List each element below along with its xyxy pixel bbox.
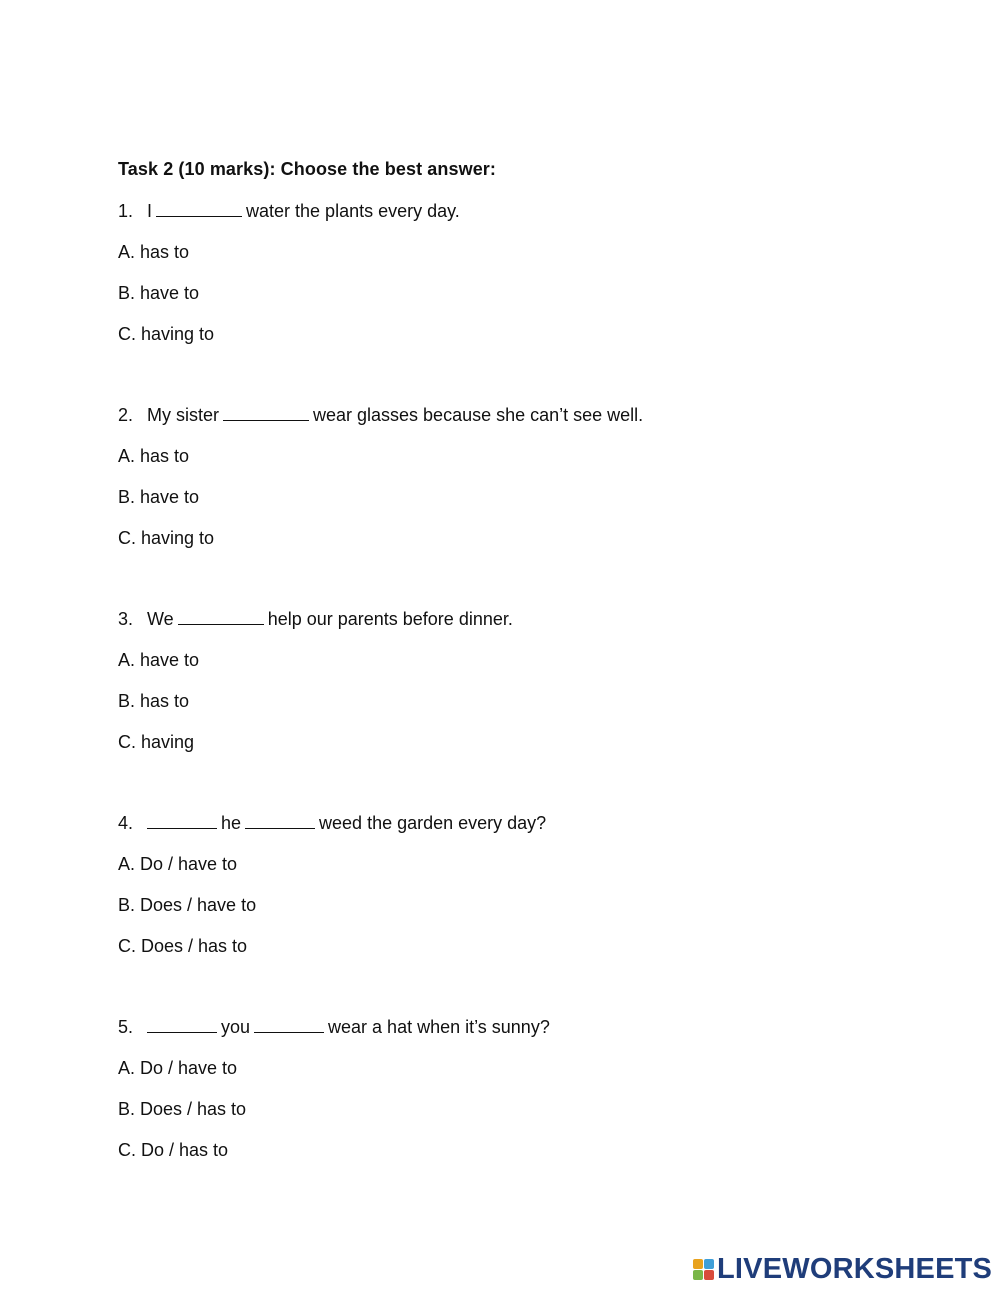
question-text-part: wear a hat when it’s sunny? <box>328 1017 550 1037</box>
logo-mark-cell <box>704 1270 714 1280</box>
option-5b[interactable]: B. Does / has to <box>118 1099 247 1119</box>
question-number: 5. <box>118 1017 134 1037</box>
question-2 <box>118 403 643 427</box>
option-4b[interactable]: B. Does / have to <box>118 895 257 915</box>
option-5c[interactable]: C. Do / has to <box>118 1140 229 1160</box>
option-1b[interactable]: B. have to <box>118 283 200 303</box>
question-text-part: My sister <box>147 405 219 425</box>
answer-blank[interactable] <box>147 1016 217 1033</box>
question-text-part: We <box>147 609 174 629</box>
option-2c[interactable]: C. having to <box>118 528 215 548</box>
option-4a[interactable]: A. Do / have to <box>118 854 238 874</box>
question-text-part: water the plants every day. <box>246 201 460 221</box>
logo-mark-cell <box>693 1270 703 1280</box>
answer-blank[interactable] <box>254 1016 324 1033</box>
question-text-part: weed the garden every day? <box>319 813 547 833</box>
question-number: 1. <box>118 201 134 221</box>
logo-mark-cell <box>693 1259 703 1269</box>
logo-mark-icon <box>693 1259 714 1280</box>
answer-blank[interactable] <box>178 608 264 625</box>
option-3a[interactable]: A. have to <box>118 650 200 670</box>
question-3 <box>118 607 513 631</box>
question-1 <box>118 199 460 223</box>
question-number: 2. <box>118 405 134 425</box>
answer-blank[interactable] <box>156 200 242 217</box>
option-5a[interactable]: A. Do / have to <box>118 1058 238 1078</box>
question-4 <box>118 811 546 835</box>
option-3b[interactable]: B. has to <box>118 691 190 711</box>
logo-mark-cell <box>704 1259 714 1269</box>
question-text-part: you <box>221 1017 251 1037</box>
option-1a[interactable]: A. has to <box>118 242 190 262</box>
question-number: 4. <box>118 813 134 833</box>
question-text-part: I <box>147 201 153 221</box>
answer-blank[interactable] <box>223 404 309 421</box>
option-1c[interactable]: C. having to <box>118 324 215 344</box>
option-4c[interactable]: C. Does / has to <box>118 936 248 956</box>
logo-text: LIVEWORKSHEETS <box>717 1253 993 1285</box>
question-text-part: help our parents before dinner. <box>267 609 513 629</box>
question-text-part: wear glasses because she can’t see well. <box>313 405 644 425</box>
answer-blank[interactable] <box>245 812 315 829</box>
question-number: 3. <box>118 609 134 629</box>
question-text-part: he <box>221 813 242 833</box>
option-2a[interactable]: A. has to <box>118 446 190 466</box>
option-2b[interactable]: B. have to <box>118 487 200 507</box>
liveworksheets-logo <box>693 1254 992 1284</box>
answer-blank[interactable] <box>147 812 217 829</box>
task-title: Task 2 (10 marks): Choose the best answer: <box>118 159 496 179</box>
option-3c[interactable]: C. having <box>118 732 195 752</box>
question-5 <box>118 1015 550 1039</box>
